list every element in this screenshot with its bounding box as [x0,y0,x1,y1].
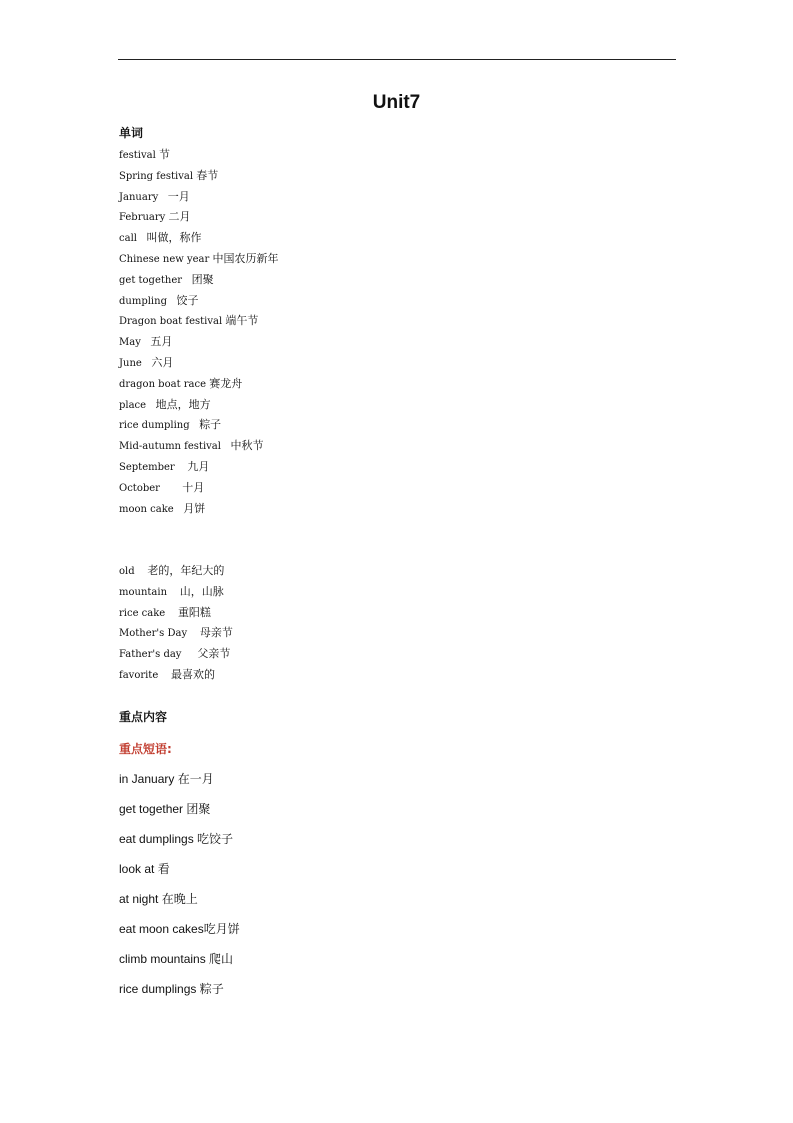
vocab-chinese: 赛龙舟 [209,376,243,390]
vocab-chinese: 中国农历新年 [212,251,279,265]
vocab-item [119,644,233,665]
vocab-english: rice dumpling [119,420,190,432]
page-title: Unit7 [372,92,421,113]
vocab-gap [142,358,152,369]
vocab-english: favorite [119,669,159,681]
vocab-chinese: 二月 [168,210,191,224]
vocab-english: Father's day [119,649,182,661]
vocab-chinese: 五月 [150,335,173,349]
vocab-gap [174,504,184,515]
vocab-item [119,499,278,520]
vocab-english: old [119,566,135,577]
key-phrase-item: rice dumplings 粽子 [119,982,224,996]
vocab-english: May [119,337,141,349]
vocab-chinese: 春节 [196,168,219,182]
key-phrase-item: get together 团聚 [119,802,211,816]
vocab-gap [158,192,168,203]
vocab-list [119,561,233,686]
key-phrase-item: at night 在晚上 [119,892,198,906]
vocab-list [119,145,278,519]
vocab-item [119,665,233,686]
vocab-english: get together [119,274,183,286]
vocab-chinese: 端午节 [225,314,259,328]
vocab-chinese: 饺子 [176,293,199,307]
vocab-chinese: 一月 [167,189,190,203]
vocab-english: October [119,482,160,494]
vocab-item [119,374,278,395]
vocab-gap [158,670,171,681]
vocab-item [119,249,278,270]
vocab-item [119,291,278,312]
vocab-english: festival [119,150,156,161]
key-phrase-item: eat moon cakes吃月饼 [119,922,240,936]
vocab-gap [146,400,156,411]
vocab-gap [175,462,188,473]
vocab-english: Chinese new year [119,253,210,265]
vocab-english: dumpling [119,295,167,307]
vocab-english: Mid-autumn festival [119,441,221,453]
vocab-item [119,603,233,624]
vocab-item [119,582,233,603]
vocab-english: call [119,233,137,245]
vocab-item [119,311,278,332]
vocab-gap [137,233,147,244]
vocab-gap [141,337,151,348]
vocab-chinese: 节 [158,148,170,161]
vocab-english: mountain [119,586,168,598]
key-phrase-item: in January 在一月 [119,772,214,786]
vocab-chinese: 重阳糕 [177,605,211,619]
vocab-item [119,145,278,166]
vocab-english: February [119,212,166,224]
phrase-list [119,768,240,1008]
vocab-chinese: 九月 [187,459,210,473]
vocab-english: June [119,357,142,369]
vocab-gap [182,275,192,286]
key-phrase-item: look at 看 [119,862,170,876]
vocab-item [119,478,278,499]
vocab-gap [221,441,231,452]
key-content-heading: 重点内容 [119,710,168,724]
vocab-item [119,332,278,353]
vocab-chinese: 叫做，称作 [146,231,202,245]
vocab-item [119,436,278,457]
vocab-chinese: 团聚 [191,272,214,286]
vocab-english: September [119,461,175,473]
vocab-english: Spring festival [119,170,194,182]
vocab-chinese: 中秋节 [230,439,264,453]
vocab-english: January [119,191,159,203]
vocab-chinese: 父亲节 [197,647,231,661]
vocab-item [119,353,278,374]
vocab-chinese: 粽子 [199,418,222,432]
vocab-item [119,395,278,416]
vocab-chinese: 月饼 [183,501,206,515]
vocab-heading: 单词 [119,126,144,140]
vocab-item [119,207,278,228]
vocab-gap [135,566,148,577]
vocab-gap [167,296,177,307]
vocab-chinese: 地点，地方 [155,397,211,411]
vocab-gap [167,587,180,598]
header-rule [118,59,676,60]
vocab-item [119,270,278,291]
vocab-gap [181,649,197,660]
vocab-item [119,187,278,208]
vocab-item [119,228,278,249]
vocab-chinese: 老的，年纪大的 [147,564,225,577]
vocab-gap [190,420,200,431]
vocab-gap [187,628,200,639]
vocab-english: Mother's Day [119,628,188,640]
key-phrase-item: climb mountains 爬山 [119,952,234,966]
key-phrases-heading: 重点短语: [119,742,172,756]
vocab-item [119,415,278,436]
vocab-item [119,561,233,582]
vocab-item [119,457,278,478]
vocab-english: dragon boat race [119,378,207,390]
vocab-chinese: 最喜欢的 [170,667,215,681]
vocab-english: rice cake [119,607,166,619]
vocab-chinese: 六月 [151,355,174,369]
vocab-chinese: 母亲节 [199,626,233,640]
vocab-item [119,623,233,644]
vocab-english: Dragon boat festival [119,316,223,328]
key-phrase-item: eat dumplings 吃饺子 [119,832,234,846]
vocab-gap [165,608,178,619]
vocab-english: moon cake [119,503,174,515]
vocab-item [119,166,278,187]
vocab-english: place [119,399,147,411]
vocab-chinese: 山，山脉 [179,584,224,598]
vocab-gap [160,483,182,494]
vocab-chinese: 十月 [182,480,205,494]
